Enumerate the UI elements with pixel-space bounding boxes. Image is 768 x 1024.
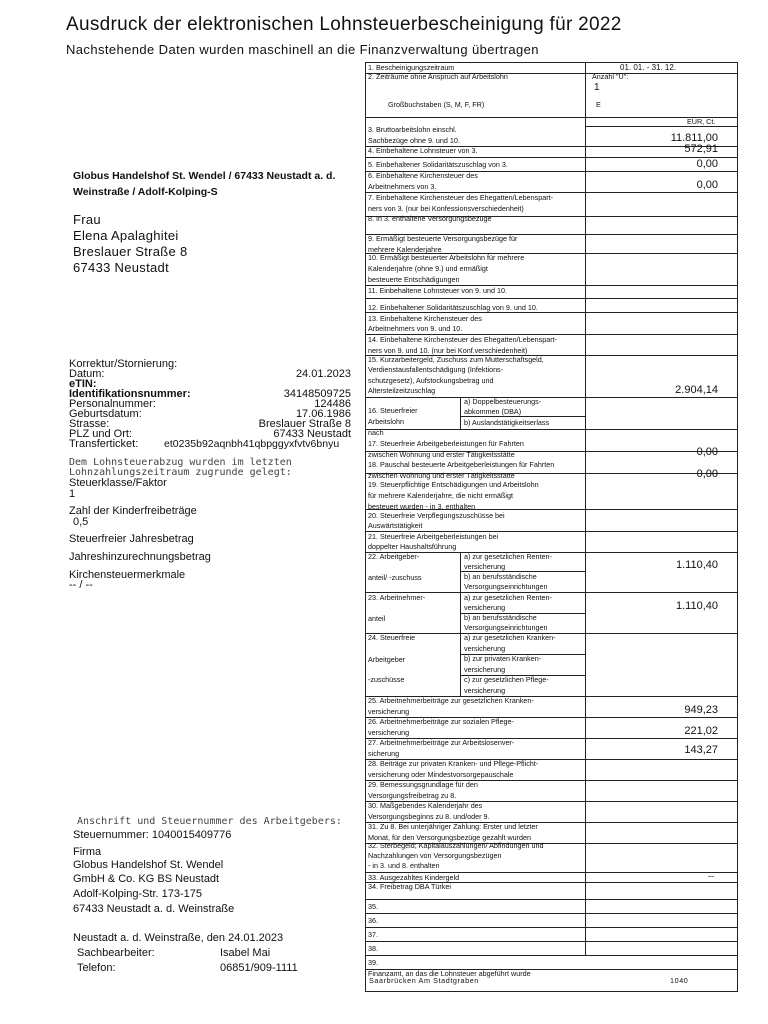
recipient-street: Breslauer Straße 8 xyxy=(73,244,188,259)
employer-line4: 67433 Neustadt a. d. Weinstraße xyxy=(73,903,235,915)
row-22-b-label-2: Versorgungseinrichtungen xyxy=(464,582,548,591)
row-22-label-a: 22. Arbeitgeber- xyxy=(368,552,420,561)
row-30-label-b: Versorgungsbeginns zu 8. und/oder 9. xyxy=(368,812,490,821)
row-24-label-a: 24. Steuerfreie xyxy=(368,633,416,642)
employer-steuernummer: Steuernummer: 1040015409776 xyxy=(73,829,232,841)
row-17-label-a: 17. Steuerfreie Arbeitgeberleistungen für Fahrten xyxy=(368,439,524,448)
row-23-b-label-1: b) an berufsständische xyxy=(464,613,537,622)
row-13-label-b: Arbeitnehmers von 9. und 10. xyxy=(368,324,463,333)
kirchen-label: Kirchensteuermerkmale xyxy=(69,569,186,581)
row-15-label-a: 15. Kurzarbeitergeld, Zuschuss zum Mutterschaftsgeld, xyxy=(368,355,544,364)
gross-value: E xyxy=(596,100,601,109)
tax-form-table xyxy=(365,62,738,992)
plz-value: 67433 Neustadt xyxy=(273,428,351,440)
row-25-value: 949,23 xyxy=(684,704,718,716)
row-4-value: 572,91 xyxy=(684,143,718,155)
row-33-value: -- xyxy=(708,871,714,881)
row-23-label-a: 23. Arbeitnehmer- xyxy=(368,593,426,602)
hinzurechnung-label: Jahreshinzurechnungsbetrag xyxy=(69,551,211,563)
row-3-label-b: Sachbezüge ohne 9. und 10. xyxy=(368,136,460,145)
recipient-name: Elena Apalaghitei xyxy=(73,228,179,243)
hline xyxy=(365,157,738,158)
row-3-label-a: 3. Bruttoarbeitslohn einschl. xyxy=(368,125,457,134)
hline xyxy=(365,429,738,430)
row-24-a-label-1: a) zur gesetzlichen Kranken- xyxy=(464,633,556,642)
row-19-label-c: besteuert wurden - in 3. enthalten xyxy=(368,502,476,511)
steuerklasse-label: Steuerklasse/Faktor xyxy=(69,477,167,489)
hline xyxy=(365,117,738,118)
row-6-label-a: 6. Einbehaltene Kirchensteuer des xyxy=(368,171,478,180)
row-7-label-b: ners von 3. (nur bei Konfessionsverschiedenheit) xyxy=(368,204,524,213)
row-10-label-a: 10. Ermäßigt besteuerter Arbeitslohn für mehrere xyxy=(368,253,525,262)
finanzamt-label: Finanzamt, an das die Lohnsteuer abgeführt wurde xyxy=(368,969,531,978)
place-date: Neustadt a. d. Weinstraße, den 24.01.2023 xyxy=(73,932,284,944)
jahresbetrag-label: Steuerfreier Jahresbetrag xyxy=(69,533,194,545)
row-20-label-b: Auswärtstätigkeit xyxy=(368,521,423,530)
row-1-label: 1. Bescheinigungszeitraum xyxy=(368,63,455,72)
row-5-label: 5. Einbehaltener Solidaritätszuschlag von 3. xyxy=(368,160,508,169)
row-23-b-label-2: Versorgungseinrichtungen xyxy=(464,623,548,632)
row-2-anzahl-label: Anzahl "U": xyxy=(592,72,629,81)
steuerklasse-value: 1 xyxy=(69,488,76,500)
finanzamt-nummer: 1040 xyxy=(670,976,689,985)
row-10-label-b: Kalenderjahre (ohne 9.) und ermäßigt xyxy=(368,264,488,273)
hline xyxy=(365,298,738,299)
row-15-label-b: Verdienstausfallentschädigung (Infektions- xyxy=(368,365,504,374)
page-title: Ausdruck der elektronischen Lohnsteuerbescheinigung für 2022 xyxy=(66,14,622,35)
row-22-value: 1.110,40 xyxy=(675,559,718,571)
row-6-value: 0,00 xyxy=(696,179,718,191)
row-13-label-a: 13. Einbehaltene Kirchensteuer des xyxy=(368,314,482,323)
row-25-label-b: versicherung xyxy=(368,707,410,716)
row-24-a-label-2: versicherung xyxy=(464,644,506,653)
row-16-label-c: nach xyxy=(368,428,384,437)
row-5-value: 0,00 xyxy=(696,158,718,170)
hline xyxy=(365,913,738,914)
row-35-label: 35. xyxy=(368,902,378,911)
row-37-label: 37. xyxy=(368,930,378,939)
employer-line3: Adolf-Kolping-Str. 173-175 xyxy=(73,888,203,900)
row-24-b-label-2: versicherung xyxy=(464,665,506,674)
row-8-label: 8. In 3. enthaltene Versorgungsbezüge xyxy=(368,214,492,223)
row-2-label: 2. Zeiträume ohne Anspruch auf Arbeitslohn xyxy=(368,72,508,81)
row-29-label-a: 29. Bemessungsgrundlage für den xyxy=(368,780,478,789)
row-18-value: 0,00 xyxy=(696,468,718,480)
row-4-label: 4. Einbehaltene Lohnsteuer von 3. xyxy=(368,146,478,155)
row-16-label-a: 16. Steuerfreier xyxy=(368,406,418,415)
row-24-label-b: Arbeitgeber xyxy=(368,655,406,664)
row-19-label-b: für mehrere Kalenderjahre, die nicht ermäßigt xyxy=(368,491,514,500)
finanzamt-name: Saarbrücken Am Stadtgraben xyxy=(369,976,479,985)
row-16-b-label: b) Auslandstätigkeitserlass xyxy=(464,418,550,427)
row-21-label-a: 21. Steuerfreie Arbeitgeberleistungen bei xyxy=(368,532,499,541)
row-11-label: 11. Einbehaltene Lohnsteuer von 9. und 10. xyxy=(368,286,507,295)
gross-label: Großbuchstaben (S, M, F, FR) xyxy=(388,100,485,109)
row-31-label-b: Monat, für den Versorgungsbezüge gezahlt wurden xyxy=(368,833,532,842)
row-17-value: 0,00 xyxy=(696,446,718,458)
row-15-value: 2.904,14 xyxy=(675,384,718,396)
recipient-salutation: Frau xyxy=(73,212,101,227)
row-3-value: 11.811,00 xyxy=(670,132,718,144)
row-12-label: 12. Einbehaltener Solidaritätszuschlag von 9. und 10. xyxy=(368,303,538,312)
taxclass-intro-2: Lohnzahlungszeitraum zugrunde gelegt: xyxy=(69,467,292,478)
row-27-value: 143,27 xyxy=(684,744,718,756)
row-14-label-b: ners von 9. und 10. (nur bei Konf.verschiedenheit) xyxy=(368,346,528,355)
row-16-a-label-1: a) Doppelbesteuerungs- xyxy=(464,397,542,406)
telefon-label: Telefon: xyxy=(77,962,116,974)
korrektur-label: Korrektur/Stornierung: xyxy=(69,358,178,370)
row-20-label-a: 20. Steuerfreie Verpflegungszuschüsse bei xyxy=(368,511,505,520)
taxclass-intro-1: Dem Lohnsteuerabzug wurden im letzten xyxy=(69,457,292,468)
row-25-label-a: 25. Arbeitnehmerbeiträge zur gesetzlichen Kranken- xyxy=(368,696,534,705)
row-7-label-a: 7. Einbehaltene Kirchensteuer des Ehegatten/Lebenspart- xyxy=(368,193,554,202)
row-22-a-label-2: versicherung xyxy=(464,562,506,571)
eur-label: EUR, Ct. xyxy=(687,117,716,126)
row-2-anzahl-value: 1 xyxy=(594,82,600,93)
row-23-a-label-2: versicherung xyxy=(464,603,506,612)
employer-header: Globus Handelshof St. Wendel / 67433 Neustadt a. d. Weinstraße / Adolf-Kolping-S xyxy=(73,170,336,198)
employer-line2: GmbH & Co. KG BS Neustadt xyxy=(73,873,220,885)
row-21-label-b: doppelter Haushaltsführung xyxy=(368,542,457,551)
strasse-label: Strasse: xyxy=(69,418,110,430)
employer-firma: Firma xyxy=(73,846,102,858)
row-26-label-a: 26. Arbeitnehmerbeiträge zur sozialen Pflege- xyxy=(368,717,514,726)
hline xyxy=(365,899,738,900)
hline xyxy=(365,397,738,398)
r16-subcol-divider xyxy=(460,397,461,429)
kirchen-value: -- / -- xyxy=(69,579,93,591)
datum-label: Datum: xyxy=(69,368,105,380)
row-30-label-a: 30. Maßgebendes Kalenderjahr des xyxy=(368,801,483,810)
row-31-label-a: 31. Zu 8. Bei unterjähriger Zahlung: Erster und letzter xyxy=(368,822,538,831)
row-18-label-a: 18. Pauschal besteuerte Arbeitgeberleistungen für Fahrten xyxy=(368,460,555,469)
datum-value: 24.01.2023 xyxy=(295,368,351,380)
row-38-label: 38. xyxy=(368,944,378,953)
row-34-label: 34. Freibetrag DBA Türkei xyxy=(368,882,451,891)
personalnr-label: Personalnummer: xyxy=(69,398,156,410)
row-28-label-a: 28. Beiträge zur privaten Kranken- und Pflege-Pflicht- xyxy=(368,759,539,768)
telefon-value: 06851/909-1111 xyxy=(220,962,298,974)
idnr-label: Identifikationsnummer: xyxy=(69,388,191,400)
row-15-label-c: schutzgesetz), Aufstockungsbetrag und xyxy=(368,376,494,385)
plz-label: PLZ und Ort: xyxy=(69,428,132,440)
transfer-value: et0235b92aqnbh41qbpggyxfvtv6bnyu xyxy=(164,438,340,450)
kinder-label: Zahl der Kinderfreibeträge xyxy=(69,505,197,517)
row-36-label: 36. xyxy=(368,916,378,925)
row-24-c-label-1: c) zur gesetzlichen Pflege- xyxy=(464,675,549,684)
transfer-label: Transferticket: xyxy=(69,438,139,450)
row-26-label-b: versicherung xyxy=(368,728,410,737)
employer-line1: Globus Handelshof St. Wendel xyxy=(73,859,224,871)
geburtsdatum-value: 17.06.1986 xyxy=(295,408,351,420)
row-27-label-b: sicherung xyxy=(368,749,400,758)
row-9-label-b: mehrere Kalenderjahre xyxy=(368,245,442,254)
row-18-label-b: zwischen Wohnung und erster Tätigkeitsstätte xyxy=(368,471,515,480)
strasse-value: Breslauer Straße 8 xyxy=(258,418,351,430)
row-16-label-b: Arbeitslohn xyxy=(368,417,404,426)
row-28-label-b: versicherung oder Mindestvorsorgepauschale xyxy=(368,770,514,779)
row-9-label-a: 9. Ermäßigt besteuerte Versorgungsbezüge für xyxy=(368,234,518,243)
row-39-label: 39. xyxy=(368,958,378,967)
row-23-a-label-1: a) zur gesetzlichen Renten- xyxy=(464,593,552,602)
kinder-value: 0,5 xyxy=(73,516,89,528)
row-32-label-c: - in 3. und 8. enthalten xyxy=(368,861,440,870)
row-23-value: 1.110,40 xyxy=(675,600,718,612)
hline xyxy=(365,955,738,956)
row-6-label-b: Arbeitnehmers von 3. xyxy=(368,182,437,191)
row-22-a-label-1: a) zur gesetzlichen Renten- xyxy=(464,552,552,561)
row-24-b-label-1: b) zur privaten Kranken- xyxy=(464,654,542,663)
employer-block-heading: Anschrift und Steuernummer des Arbeitgebers: xyxy=(77,816,342,827)
row-26-value: 221,02 xyxy=(684,725,718,737)
row-19-label-a: 19. Steuerpflichtige Entschädigungen und Arbeitslohn xyxy=(368,480,539,489)
row-23-label-b: anteil xyxy=(368,614,386,623)
hline xyxy=(365,927,738,928)
row-22-label-b: anteil/ -zuschuss xyxy=(368,573,422,582)
row-24-c-label-2: versicherung xyxy=(464,686,506,695)
row-15-label-d: Altersteilzeitzuschlag xyxy=(368,386,436,395)
page-subtitle: Nachstehende Daten wurden maschinell an die Finanzverwaltung übertragen xyxy=(66,42,539,57)
recipient-city: 67433 Neustadt xyxy=(73,260,169,275)
hline xyxy=(365,941,738,942)
row-32-label-a: 32. Sterbegeld; Kapitalauszahlungen/ Abfindungen und xyxy=(368,841,544,850)
personalnr-value: 124486 xyxy=(314,398,351,410)
sachbearbeiter-value: Isabel Mai xyxy=(220,947,271,959)
row-1-value: 01. 01. - 31. 12. xyxy=(620,63,677,72)
row-14-label-a: 14. Einbehaltene Kirchensteuer des Ehegatten/Lebenspart- xyxy=(368,335,558,344)
row-24-label-c: -zuschüsse xyxy=(368,675,405,684)
geburtsdatum-label: Geburtsdatum: xyxy=(69,408,142,420)
row-29-label-b: Versorgungsfreibetrag zu 8. xyxy=(368,791,457,800)
row-16-a-label-2: abkommen (DBA) xyxy=(464,407,522,416)
row-17-label-b: zwischen Wohnung und erster Tätigkeitsstätte xyxy=(368,450,515,459)
row-27-label-a: 27. Arbeitnehmerbeiträge zur Arbeitslosenver- xyxy=(368,738,515,747)
row-10-label-c: besteuerte Entschädigungen xyxy=(368,275,460,284)
etin-label: eTIN: xyxy=(69,378,97,390)
row-22-b-label-1: b) an berufsständische xyxy=(464,572,537,581)
idnr-value: 34148509725 xyxy=(283,388,351,400)
sachbearbeiter-label: Sachbearbeiter: xyxy=(77,947,155,959)
row-33-label: 33. Ausgezahltes Kindergeld xyxy=(368,873,460,882)
row-32-label-b: Nachzahlungen von Versorgungsbezügen xyxy=(368,851,502,860)
